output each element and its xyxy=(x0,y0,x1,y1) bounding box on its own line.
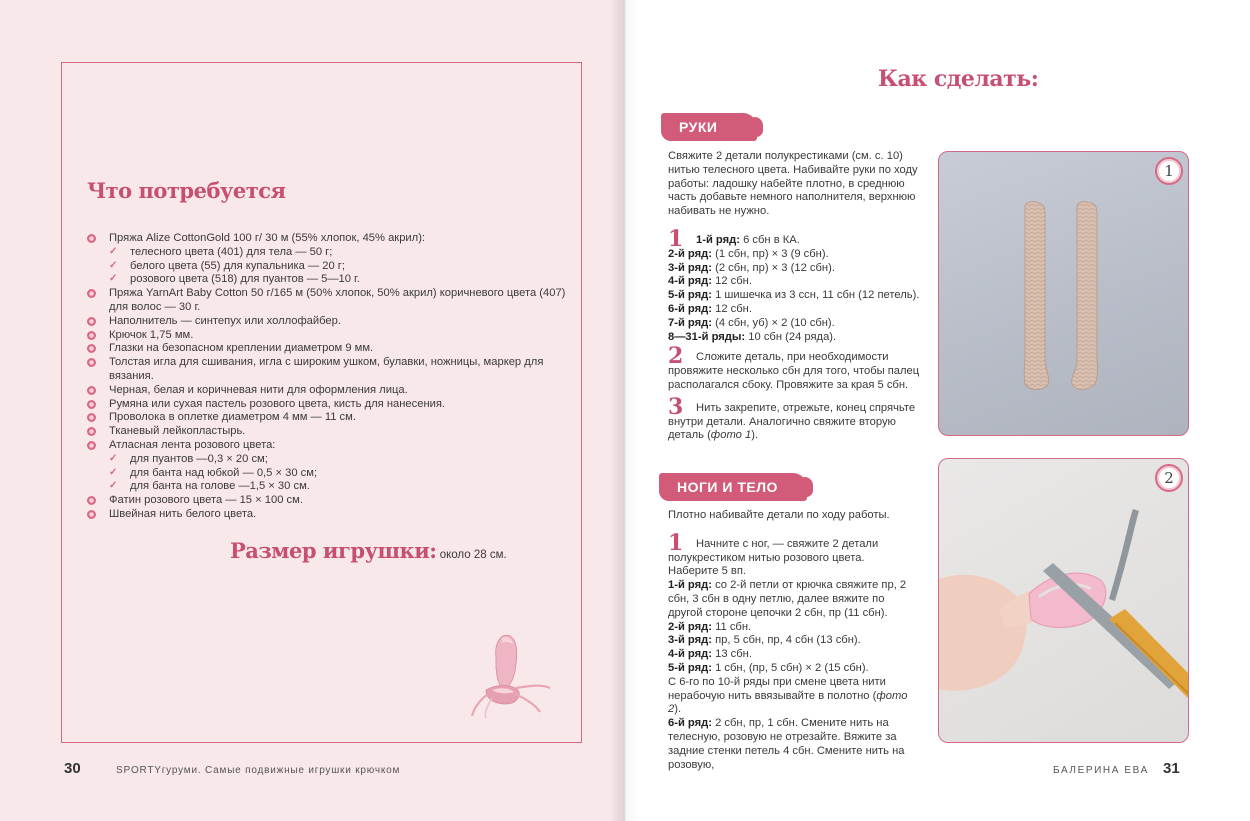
row-instruction: 7-й ряд: (4 сбн, уб) × 2 (10 сбн). xyxy=(668,316,835,329)
arms-rows xyxy=(668,225,920,344)
row-instruction: 3-й ряд: (2 сбн, пр) × 3 (12 сбн). xyxy=(668,261,835,274)
materials-subitem: ✓ розового цвета (518) для пуантов — 5—10 г. xyxy=(87,273,577,287)
chapter-title-footer: БАЛЕРИНА ЕВА xyxy=(1053,765,1149,776)
arms-instructions xyxy=(668,150,920,443)
row-instruction: 1-й ряд: со 2-й петли от крючка свяжите пр, 2 сбн, 3 сбн в одну петлю, далее вяжите по другой стороне цепочки 2 сбн, пр (11 сбн). xyxy=(668,579,907,619)
crocheted-arms-illustration xyxy=(939,152,1189,436)
materials-item: Румяна или сухая пастель розового цвета, кисть для нанесения. xyxy=(87,398,577,412)
materials-item: Пряжа YarnArt Baby Cotton 50 г/165 м (50% хлопок, 50% акрил) коричневого цвета (407) для волос — 30 г. xyxy=(87,287,577,315)
materials-subitem: ✓ телесного цвета (401) для тела — 50 г; xyxy=(87,246,577,260)
photo-1-crocheted-arms xyxy=(938,151,1189,436)
toy-size-heading: Размер игрушки: xyxy=(230,538,437,563)
row-instruction: 2-й ряд: 11 сбн. xyxy=(668,620,752,633)
arms-step-2: 2 Сложите деталь, при необходимости провяжите несколько сбн для того, чтобы палец располагался сбоку. Провяжите за края 5 сбн. xyxy=(668,343,920,391)
materials-item: Толстая игла для сшивания, игла с широким ушком, булавки, ножницы, маркер для вязания. xyxy=(87,356,577,384)
page-number-right: 31 xyxy=(1163,760,1180,777)
arms-intro: Свяжите 2 детали полукрестиками (см. с. 10) нитью телесного цвета. Набивайте руки по ходу работы: ладошку набейте плотно, в среднюю часть добавьте немного наполнителя, верхнюю набивать не нужно. xyxy=(668,150,918,218)
row-instruction: 4-й ряд: 13 сбн. xyxy=(668,648,752,661)
legs-row-6: 6-й ряд: 2 сбн, пр, 1 сбн. Смените нить на телесную, розовую не отрезайте. Вяжите за задние стенки петель 4 сбн. Смените нить на розовую, xyxy=(668,717,905,771)
legs-step-1: 1 Начните с ног, — свяжите 2 детали полукрестиком нитью розового цвета. xyxy=(668,529,879,564)
toy-size-value: около 28 см. xyxy=(436,549,507,561)
step-number: 1 xyxy=(668,225,684,252)
book-spine-shadow xyxy=(610,0,640,821)
section-label-legs-body: НОГИ И ТЕЛО xyxy=(659,473,807,501)
legs-rows xyxy=(668,579,920,676)
materials-item: Атласная лента розового цвета: xyxy=(87,439,577,453)
arms-step-3: 3 Нить закрепите, отрежьте, конец спрячьте внутри детали. Аналогично свяжите вторую деталь (фото 1). xyxy=(668,393,916,442)
page-number-left: 30 xyxy=(64,760,81,777)
crochet-in-progress-illustration xyxy=(939,459,1189,743)
materials-heading: Что потребуется xyxy=(87,178,286,203)
row-instruction: 4-й ряд: 12 сбн. xyxy=(668,275,752,288)
materials-item: Проволока в оплетке диаметром 4 мм — 11 см. xyxy=(87,411,577,425)
legs-instructions xyxy=(668,509,920,772)
materials-subitem: ✓ для банта над юбкой — 0,5 × 30 см; xyxy=(87,467,577,481)
materials-subitem: ✓ для банта на голове —1,5 × 30 см. xyxy=(87,480,577,494)
row-instruction: 1 1-й ряд: 6 сбн в КА. xyxy=(668,225,800,252)
materials-item: Глазки на безопасном креплении диаметром 9 мм. xyxy=(87,342,577,356)
row-instruction: 8—31-й ряды: 10 сбн (24 ряда). xyxy=(668,330,837,343)
row-instruction: 3-й ряд: пр, 5 сбн, пр, 4 сбн (13 сбн). xyxy=(668,634,861,647)
materials-list xyxy=(87,232,577,522)
materials-item: Швейная нить белого цвета. xyxy=(87,508,577,522)
photo-1-badge: 1 xyxy=(1155,157,1183,185)
legs-cast-on: Наберите 5 вп. xyxy=(668,565,747,578)
photo-2-badge: 2 xyxy=(1155,464,1183,492)
instructions-heading: Как сделать: xyxy=(878,66,1039,92)
materials-subitem: ✓ белого цвета (55) для купальника — 20 г; xyxy=(87,260,577,274)
book-title-footer: SPORTYгуруми. Самые подвижные игрушки крючком xyxy=(116,765,401,776)
materials-item: Черная, белая и коричневая нити для оформления лица. xyxy=(87,384,577,398)
row-instruction: 2-й ряд: (1 сбн, пр) × 3 (9 сбн). xyxy=(668,247,829,260)
row-instruction: 6-й ряд: 12 сбн. xyxy=(668,302,752,315)
materials-subitem: ✓ для пуантов —0,3 × 20 см; xyxy=(87,453,577,467)
materials-item: Тканевый лейкопластырь. xyxy=(87,425,577,439)
legs-color-note: С 6-го по 10-й ряды при смене цвета нити нерабочую нить ввязывайте в полотно (фото 2). xyxy=(668,675,908,716)
materials-item: Фатин розового цвета — 15 × 100 см. xyxy=(87,494,577,508)
pointe-shoes-illustration xyxy=(466,628,558,720)
legs-intro: Плотно набивайте детали по ходу работы. xyxy=(668,509,890,521)
photo-2-crochet-in-progress xyxy=(938,458,1189,743)
row-instruction: 5-й ряд: 1 шишечка из 3 ссн, 11 сбн (12 петель). xyxy=(668,289,920,302)
materials-item: Крючок 1,75 мм. xyxy=(87,329,577,343)
section-label-arms: РУКИ xyxy=(661,113,757,141)
toy-size xyxy=(230,538,507,563)
materials-item: Наполнитель — синтепух или холлофайбер. xyxy=(87,315,577,329)
materials-item: Пряжа Alize CottonGold 100 г/ 30 м (55% хлопок, 45% акрил): xyxy=(87,232,577,246)
row-instruction: 5-й ряд: 1 сбн, (пр, 5 сбн) × 2 (15 сбн). xyxy=(668,661,869,674)
